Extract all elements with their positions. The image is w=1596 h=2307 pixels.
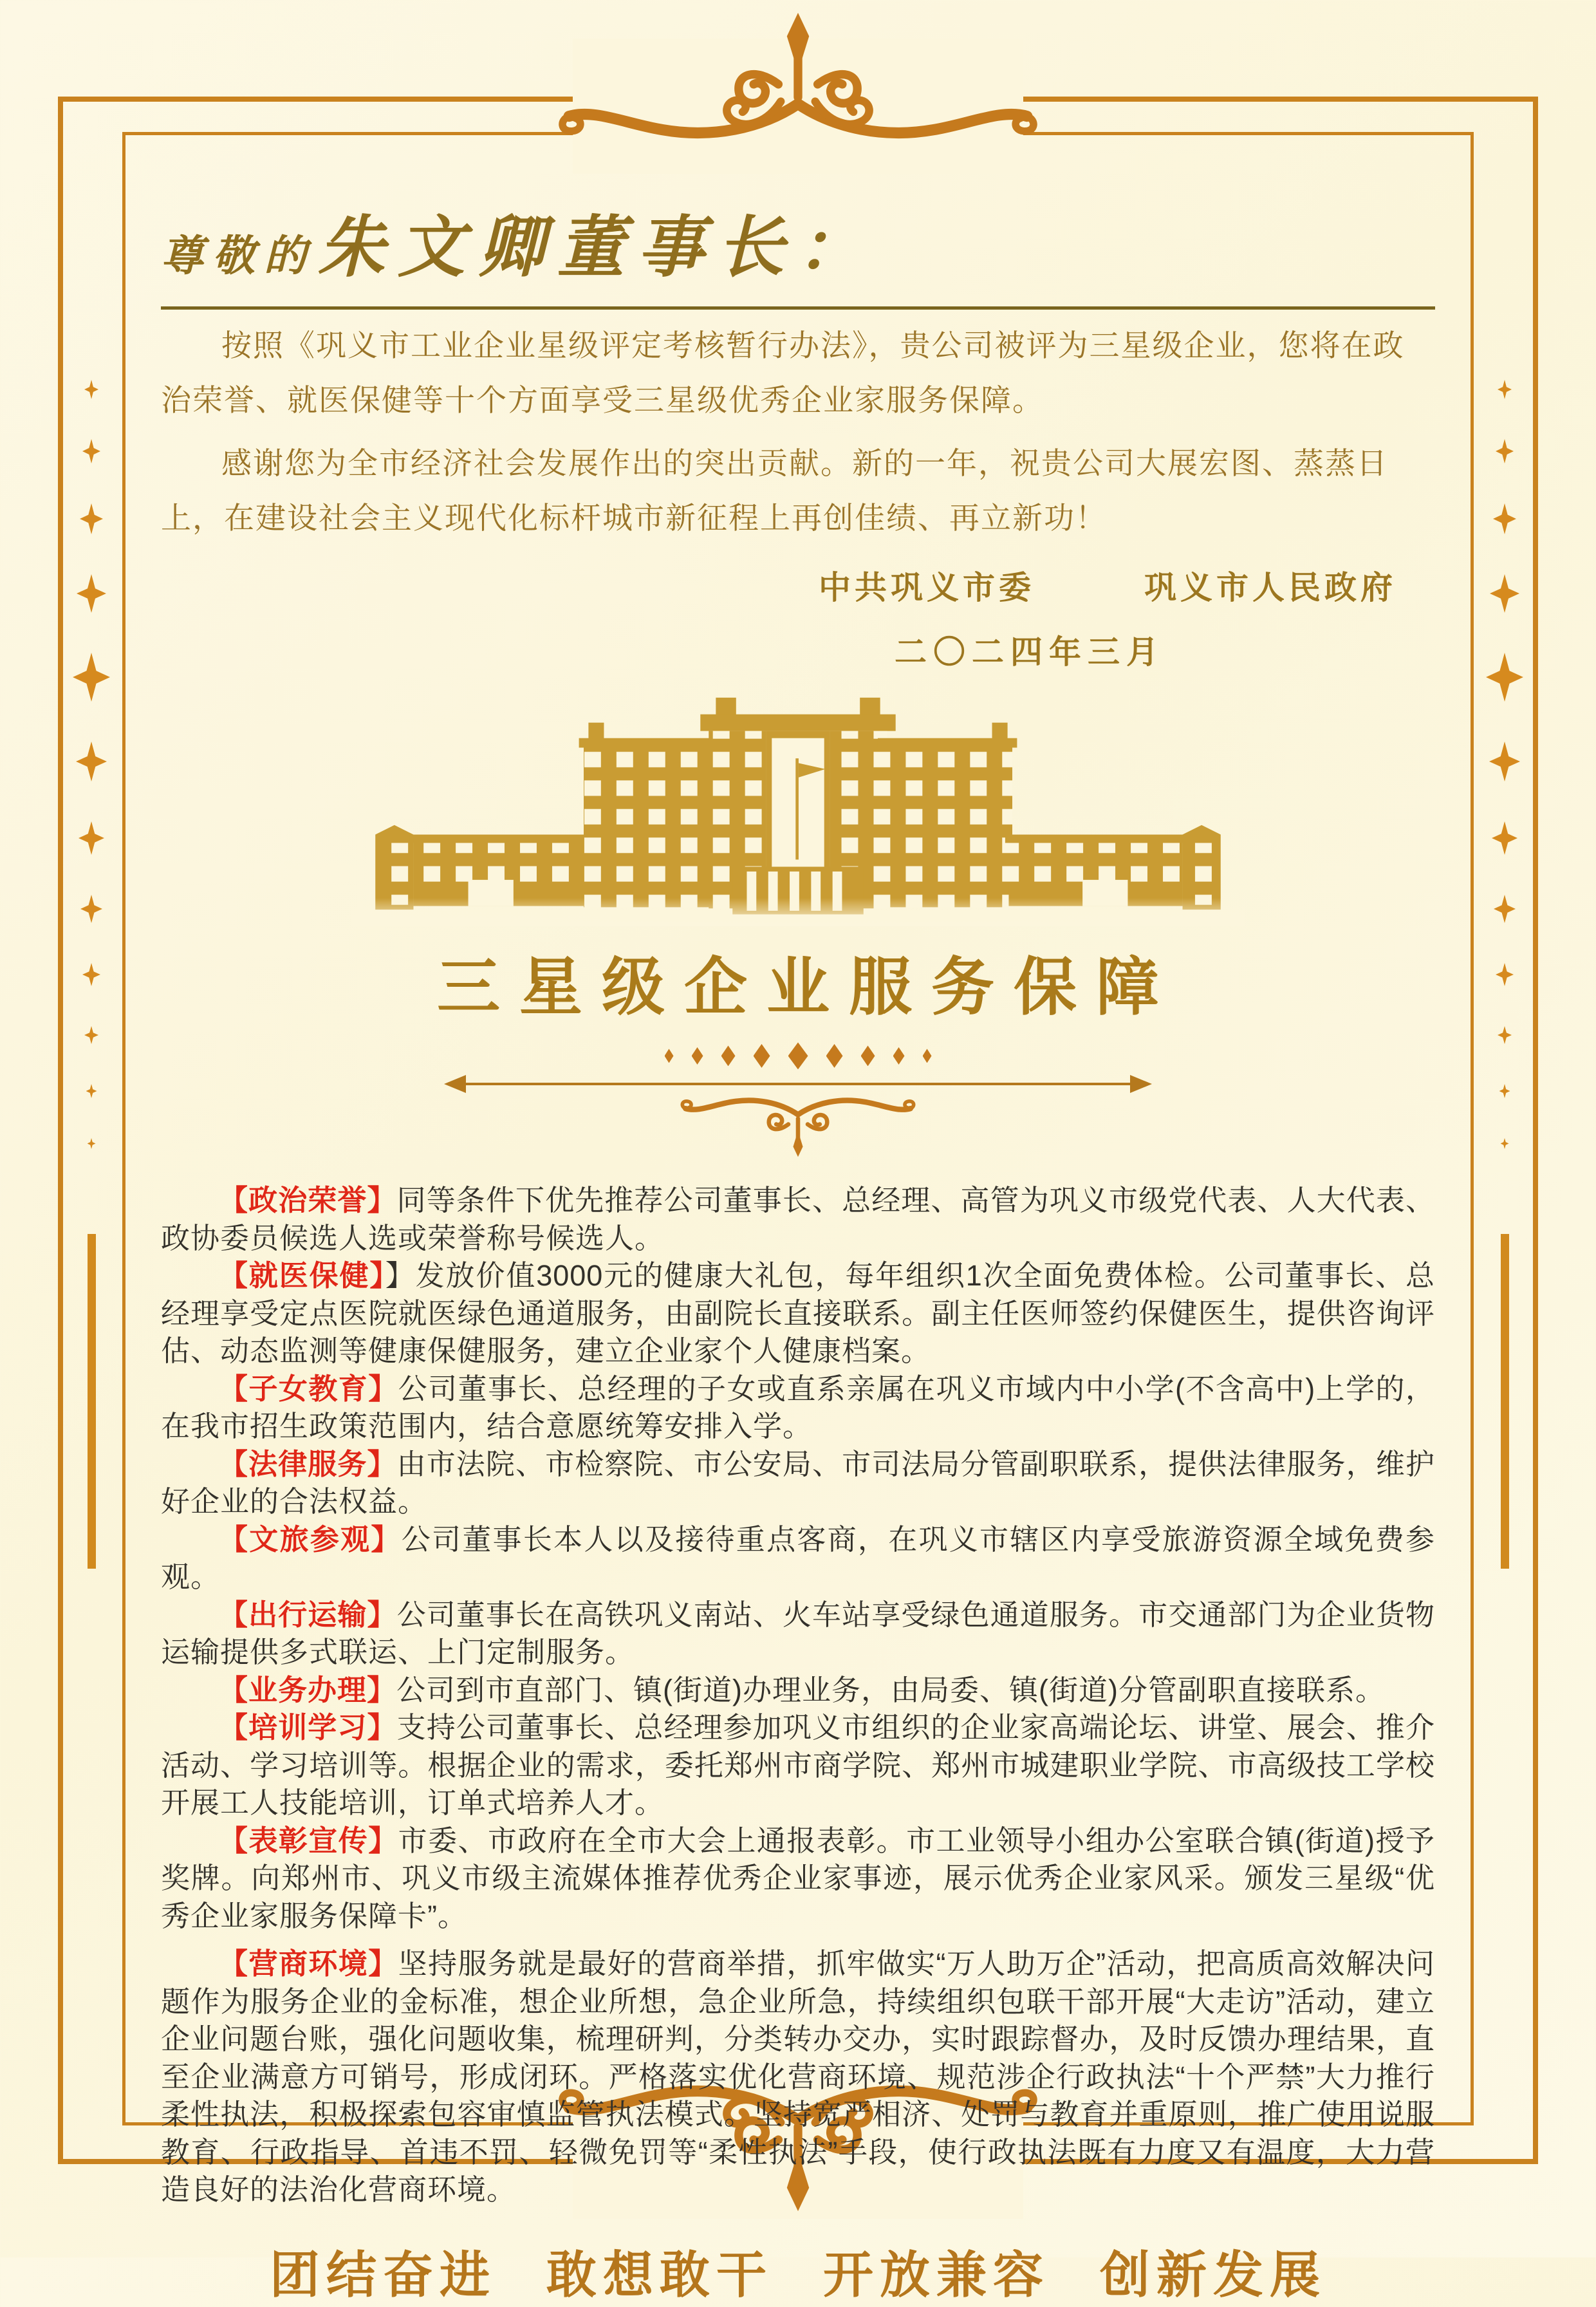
diamond-icon — [754, 1044, 770, 1068]
diamond-icon — [893, 1047, 905, 1065]
service-item — [161, 1709, 1435, 1822]
service-item-text: 同等条件下优先推荐公司董事长、总经理、高管为巩义市级党代表、人大代表、政协委员候选人选或荣誉称号候选人。 — [161, 1184, 1435, 1255]
service-item-text: 公司董事长在高铁巩义南站、火车站享受绿色通道服务。市交通部门为企业货物运输提供多式联运、上门定制服务。 — [161, 1598, 1435, 1669]
diamond-star-icon — [1486, 653, 1523, 702]
service-item — [161, 1672, 1435, 1710]
diamond-star-icon — [1499, 1084, 1510, 1098]
divider-scroll-flourish-icon — [669, 1090, 927, 1160]
slogan-word: 敢想敢干 — [546, 2246, 773, 2303]
diamond-star-icon — [76, 742, 107, 781]
service-item — [161, 1822, 1435, 1936]
service-guarantee-list — [161, 1182, 1435, 2209]
signer-party: 中共巩义市委 — [819, 570, 1035, 606]
service-item — [161, 1596, 1435, 1672]
diamond-star-icon — [1494, 895, 1516, 923]
service-item — [161, 1257, 1435, 1370]
service-item-label: 【业务办理】 — [219, 1673, 397, 1706]
service-item-label: 【就医保健】 — [219, 1259, 385, 1293]
diamond-star-icon — [82, 439, 100, 463]
diamond-star-icon — [77, 574, 106, 613]
service-item-text: 市委、市政府在全市大会上通报表彰。市工业领导小组办公室联合镇(街道)授予奖牌。向郑州市、巩义市级主流媒体推荐优秀企业家事迹，展示优秀企业家风采。颁发三星级“优秀企业家服务保障卡”。 — [161, 1824, 1435, 1932]
letter-paragraph: 按照《巩义市工业企业星级评定考核暂行办法》，贵公司被评为三星级企业，您将在政治荣誉、就医保健等十个方面享受三星级优秀企业家服务保障。 — [161, 328, 1405, 417]
divider-line — [466, 1083, 1130, 1085]
recipient-name: 朱文卿董事长 — [318, 211, 797, 285]
diamond-star-icon — [1493, 503, 1516, 534]
diamond-star-icon — [1496, 963, 1514, 986]
service-item-text: 公司到市直部门、镇(街道)办理业务，由局委、镇(街道)分管副职直接联系。 — [396, 1673, 1385, 1706]
service-item-label: 【法律服务】 — [219, 1447, 397, 1480]
diamond-icon — [692, 1047, 703, 1065]
diamond-star-icon — [1498, 1026, 1512, 1044]
service-item-text: 支持公司董事长、总经理参加巩义市组织的企业家高端论坛、讲堂、展会、推介活动、学习培训等。根据企业的需求，委托郑州市商学院、郑州市城建职业学院、市高级技工学校开展工人技能培训，订单式培养人才。 — [161, 1711, 1435, 1820]
slogan-line — [161, 2235, 1435, 2307]
slogan-word: 团结奋进 — [269, 2246, 496, 2303]
greeting-line — [161, 193, 1435, 310]
signature-row — [161, 562, 1435, 608]
diamond-icon — [721, 1045, 736, 1066]
diamond-icon — [861, 1045, 875, 1066]
service-item-text: 由市法院、市检察院、市公安局、市司法局分管副职联系，提供法律服务，维护好企业的合法权益。 — [161, 1447, 1435, 1518]
service-item-text: 公司董事长、总经理的子女或直系亲属在巩义市域内中小学(不含高中)上学的，在我市招生政策范围内，结合意愿统筹安排入学。 — [161, 1372, 1435, 1443]
right-diamond-column — [1485, 380, 1524, 1569]
diamond-star-icon — [82, 963, 100, 986]
diamond-star-icon — [84, 1026, 98, 1044]
service-item-label: 【表彰宣传】 — [219, 1824, 398, 1857]
diamond-star-icon — [1490, 574, 1519, 613]
service-item-label: 【营商环境】 — [219, 1947, 398, 1981]
service-item-label: 【子女教育】 — [219, 1372, 398, 1405]
section-title: 三星级企业服务保障 — [436, 953, 1178, 1023]
diamond-icon — [826, 1044, 843, 1068]
diamond-star-icon — [1498, 380, 1512, 399]
diamond-star-icon — [1496, 439, 1514, 463]
service-item-label: 【文旅参观】 — [219, 1522, 402, 1556]
letter-paragraph: 感谢您为全市经济社会发展作出的突出贡献。新的一年，祝贵公司大展宏图、蒸蒸日上，在建设社会主义现代化标杆城市新征程上再创佳绩、再立新功！ — [161, 446, 1388, 535]
service-item-text: 】发放价值3000元的健康大礼包，每年组织1次全面免费体检。公司董事长、总经理享受定点医院就医绿色通道服务，由副院长直接联系。副主任医师签约保健医生，提供咨询评估、动态监测等健康保健服务，建立企业家个人健康档案。 — [161, 1259, 1435, 1368]
service-item-text: 坚持服务就是最好的营商举措，抓牢做实“万人助万企”活动，把高质高效解决问题作为服务企业的金标准，想企业所想，急企业所急，持续组织包联干部开展“大走访”活动，建立企业问题台账，强化问题收集，梳理研判，分类转办交办，实时跟踪督办，及时反馈办理结果，直至企业满意方可销号，形成闭环。严格落实优化营商环境、规范涉企行政执法“十个严禁”大力推行柔性执法，积极探索包容审慎监管执法模式。坚持宽严相济、处罚与教育并重原则，推广使用说服教育、行政指导、首违不罚、轻微免罚等“柔性执法”手段，使行政执法既有力度又有温度，大力营造良好的法治化营商环境。 — [161, 1947, 1435, 2207]
service-item-label: 【政治荣誉】 — [219, 1184, 397, 1217]
service-item — [161, 1521, 1435, 1596]
service-item-text: 公司董事长本人以及接待重点客商，在巩义市辖区内享受旅游资源全域免费参观。 — [161, 1522, 1435, 1594]
service-item — [161, 1370, 1435, 1446]
divider-diamond-row — [444, 1043, 1152, 1069]
signer-government: 巩义市人民政府 — [1144, 570, 1396, 606]
diamond-star-icon — [79, 821, 104, 855]
greeting-prefix: 尊敬的 — [161, 233, 315, 280]
left-arrowhead-icon — [444, 1075, 466, 1093]
top-scroll-flourish-icon — [534, 12, 1062, 153]
signature-date: 二〇二四年三月 — [895, 634, 1165, 671]
diamond-star-icon — [73, 653, 110, 702]
government-building-illustration — [338, 688, 1258, 926]
service-item — [161, 1446, 1435, 1521]
service-item-label: 【出行运输】 — [219, 1598, 397, 1631]
greeting-colon: ： — [797, 211, 877, 285]
service-item-label: 【培训学习】 — [219, 1711, 397, 1744]
service-item — [161, 1182, 1435, 1257]
diamond-icon — [923, 1049, 932, 1063]
letter-content — [161, 193, 1435, 2307]
diamond-star-icon — [88, 1138, 96, 1149]
slogan-word: 创新发展 — [1100, 2246, 1327, 2303]
diamond-icon — [788, 1042, 808, 1069]
diamond-star-icon — [84, 380, 98, 399]
diamond-icon — [665, 1049, 674, 1063]
title-divider — [444, 1043, 1152, 1160]
slogan-word: 开放兼容 — [823, 2246, 1050, 2303]
diamond-star-icon — [1489, 742, 1520, 781]
diamond-star-icon — [86, 1084, 97, 1098]
letter-body — [161, 319, 1435, 545]
diamond-star-icon — [80, 503, 103, 534]
service-item — [161, 1945, 1435, 2209]
diamond-star-icon — [80, 895, 102, 923]
right-arrowhead-icon — [1130, 1075, 1152, 1093]
left-diamond-column — [72, 380, 111, 1569]
diamond-star-icon — [1492, 821, 1517, 855]
diamond-star-icon — [1501, 1138, 1509, 1149]
edge-bar-ornament — [88, 1234, 96, 1569]
edge-bar-ornament — [1501, 1234, 1509, 1569]
